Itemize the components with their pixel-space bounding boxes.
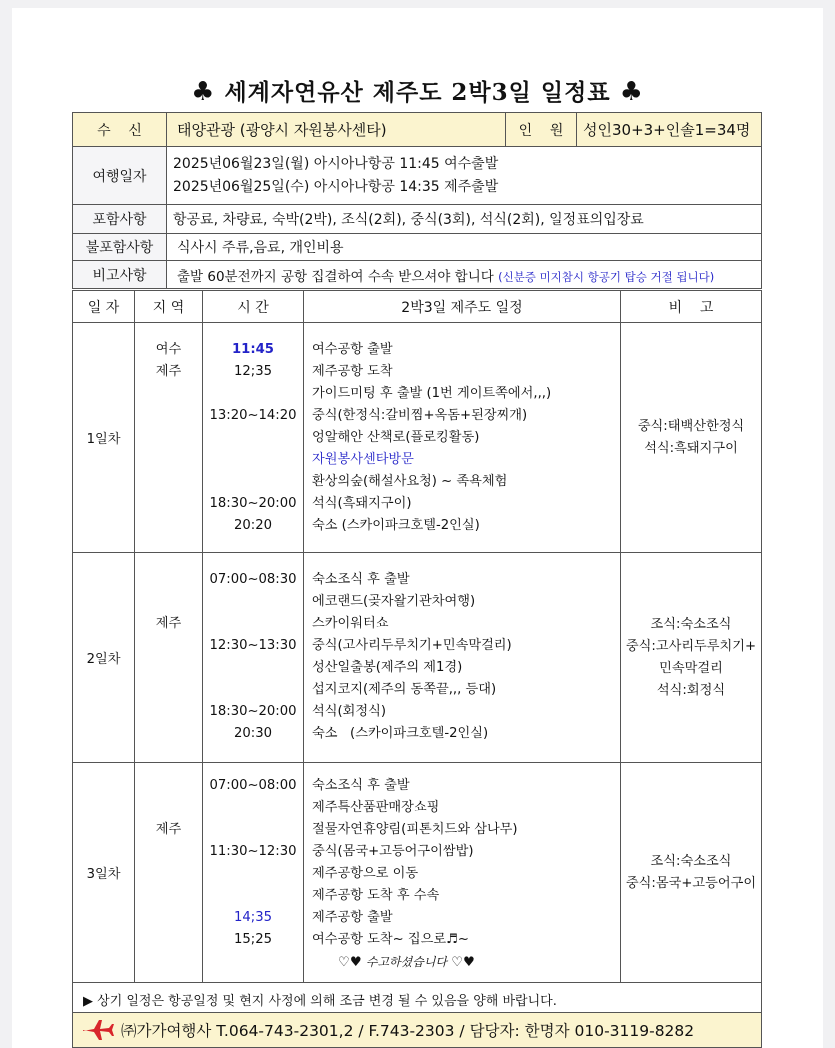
- closing-text: 수고하셨습니다: [365, 955, 448, 969]
- itinerary-item: 스카이워터쇼: [312, 616, 389, 631]
- club-icon: ♣: [619, 77, 644, 107]
- date-line-1: 2025년06월23일(월) 아시아나항공 11:45 여수출발: [173, 155, 499, 172]
- remarks-note: (신분증 미지참시 항공기 탑승 거절 됩니다): [498, 269, 715, 284]
- heart-icon: ♡♥: [451, 955, 475, 970]
- itinerary-item: 에코랜드(곶자왈기관차여행): [312, 594, 476, 609]
- people-value: 성인30+3+인솔1=34명: [577, 113, 762, 147]
- day-2-items: [304, 553, 621, 763]
- note-cell: 중식:몸국+고등어구이: [625, 875, 757, 891]
- time-cell: [204, 591, 302, 613]
- time-cell: [204, 863, 302, 885]
- schedule-header-row: [73, 291, 762, 323]
- region-cell: 제주: [155, 364, 182, 379]
- remarks-value: [167, 261, 762, 289]
- itinerary-item: 제주특산품판매장쇼핑: [312, 800, 440, 815]
- header-time: 시 간: [203, 291, 304, 323]
- day-2-label: 2일차: [73, 553, 135, 763]
- schedule-table: [72, 290, 762, 1016]
- recipient-label: 수 신: [73, 113, 167, 147]
- itinerary-item: 제주공항으로 이동: [312, 866, 419, 881]
- closing-line: [312, 951, 619, 973]
- notice-text: ▶ 상기 일정은 항공일정 및 현지 사정에 의해 조금 변경 될 수 있음을 양해 바랍니다.: [73, 983, 762, 1016]
- region-cell: 제주: [155, 822, 182, 837]
- day-2-regions: [135, 553, 203, 763]
- date-row: [73, 147, 762, 205]
- time-cell: [204, 797, 302, 819]
- info-table: [72, 112, 762, 289]
- time-cell: [204, 449, 302, 471]
- title-text: 세계자연유산 제주도 2박3일 일정표: [224, 79, 611, 106]
- footer-text: ㈜가가여행사 T.064-743-2301,2 / F.743-2303 / 담당자: 한명자 010-3119-8282: [121, 1022, 695, 1040]
- day-2-row: [73, 553, 762, 763]
- included-value: 항공료, 차량료, 숙박(2박), 조식(2회), 중식(3회), 석식(2회), 일정표의입장료: [167, 205, 762, 234]
- page-title: [12, 74, 823, 107]
- region-cell: 제주: [155, 616, 182, 631]
- header-notes: 비 고: [621, 291, 762, 323]
- time-cell: 11:45: [232, 342, 274, 357]
- excluded-value: 식사시 주류,음료, 개인비용: [167, 234, 762, 261]
- day-1-items: [304, 323, 621, 553]
- itinerary-item: 석식(회정식): [312, 704, 386, 719]
- included-row: [73, 205, 762, 234]
- day-1-row: [73, 323, 762, 553]
- itinerary-page: [12, 8, 823, 1048]
- remarks-row: [73, 261, 762, 289]
- header-region: 지 역: [135, 291, 203, 323]
- time-cell: [204, 657, 302, 679]
- day-3-regions: [135, 763, 203, 983]
- time-cell: 12;35: [233, 364, 272, 379]
- day-2-times: [203, 553, 304, 763]
- recipient-value: 태양관광 (광양시 자원봉사센타): [167, 113, 506, 147]
- day-1-label: 1일차: [73, 323, 135, 553]
- itinerary-item: 제주공항 출발: [312, 910, 393, 925]
- time-cell: [204, 383, 302, 405]
- time-cell: 12:30~13:30: [209, 638, 297, 653]
- day-3-notes: [621, 763, 762, 983]
- itinerary-item: 제주공항 도착: [312, 364, 393, 379]
- day-1-times: [203, 323, 304, 553]
- itinerary-item: 섭지코지(제주의 동쪽끝,,, 등대): [312, 682, 497, 697]
- itinerary-item: 제주공항 도착 후 수속: [312, 888, 440, 903]
- time-cell: [204, 427, 302, 449]
- itinerary-item: 절물자연휴양림(피톤치드와 삼나무): [312, 822, 518, 837]
- note-cell: 민속막걸리: [659, 660, 723, 676]
- itinerary-item: 석식(흑돼지구이): [312, 496, 412, 511]
- itinerary-item: 숙소 (스카이파크호텔-2인실): [312, 518, 480, 533]
- time-cell: [204, 679, 302, 701]
- time-cell: 07:00~08:00: [209, 778, 297, 793]
- itinerary-item: 숙소 (스카이파크호텔-2인실): [312, 726, 489, 741]
- heart-icon: ♡♥: [338, 955, 362, 970]
- remarks-label: 비고사항: [73, 261, 167, 289]
- itinerary-item: 중식(고사리두루치기+민속막걸리): [312, 638, 512, 653]
- date-value: [167, 147, 762, 205]
- date-line-2: 2025년06월25일(수) 아시아나항공 14:35 제주출발: [173, 178, 499, 195]
- itinerary-item: 중식(몸국+고등어구이쌈밥): [312, 844, 474, 859]
- day-1-regions: [135, 323, 203, 553]
- note-cell: 석식:흑돼지구이: [644, 440, 738, 456]
- itinerary-item: 숙소조식 후 출발: [312, 572, 410, 587]
- time-cell: 20:30: [233, 726, 272, 741]
- note-cell: 중식:태백산한정식: [637, 418, 745, 434]
- time-cell: 07:00~08:30: [209, 572, 297, 587]
- time-cell: 13:20~14:20: [209, 408, 297, 423]
- day-3-row: [73, 763, 762, 983]
- time-cell: 20:20: [233, 518, 272, 533]
- time-cell: [204, 613, 302, 635]
- header-itinerary: 2박3일 제주도 일정: [304, 291, 621, 323]
- time-cell: [204, 885, 302, 907]
- day-3-items: [304, 763, 621, 983]
- itinerary-item: 중식(한정식:갈비찜+옥돔+된장찌개): [312, 408, 528, 423]
- itinerary-item: 엉알해안 산책로(플로킹활동): [312, 430, 480, 445]
- notice-row: [73, 983, 762, 1016]
- people-label: 인 원: [506, 113, 577, 147]
- recipient-row: [73, 113, 762, 147]
- time-cell: 15;25: [233, 932, 272, 947]
- itinerary-item: 숙소조식 후 출발: [312, 778, 410, 793]
- day-3-label: 3일차: [73, 763, 135, 983]
- club-icon: ♣: [191, 77, 216, 107]
- included-label: 포함사항: [73, 205, 167, 234]
- day-1-notes: [621, 323, 762, 553]
- note-cell: 조식:숙소조식: [650, 616, 732, 632]
- time-cell: 14;35: [233, 910, 272, 925]
- note-cell: 석식:회정식: [656, 682, 726, 698]
- airplane-icon: [81, 1018, 115, 1042]
- itinerary-item: 가이드미팅 후 출발 (1번 게이트쪽에서,,,): [312, 386, 552, 401]
- region-cell: 여수: [155, 342, 182, 357]
- excluded-row: [73, 234, 762, 261]
- excluded-label: 불포함사항: [73, 234, 167, 261]
- time-cell: 18:30~20:00: [209, 704, 297, 719]
- date-label: 여행일자: [73, 147, 167, 205]
- itinerary-item: 자원봉사센타방문: [312, 452, 414, 467]
- time-cell: [204, 819, 302, 841]
- time-cell: 18:30~20:00: [209, 496, 297, 511]
- itinerary-item: 여수공항 출발: [312, 342, 393, 357]
- itinerary-item: 성산일출봉(제주의 제1경): [312, 660, 463, 675]
- day-2-notes: [621, 553, 762, 763]
- time-cell: [204, 471, 302, 493]
- day-3-times: [203, 763, 304, 983]
- header-day: 일 자: [73, 291, 135, 323]
- itinerary-item: 환상의숲(해설사요청) ~ 족욕체험: [312, 474, 508, 489]
- note-cell: 조식:숙소조식: [650, 853, 732, 869]
- itinerary-item: 여수공항 도착~ 집으로♬~: [312, 932, 469, 947]
- time-cell: 11:30~12:30: [209, 844, 297, 859]
- note-cell: 중식:고사리두루치기+: [625, 638, 757, 654]
- remarks-text: 출발 60분전까지 공항 집결하여 수속 받으셔야 합니다: [177, 268, 494, 285]
